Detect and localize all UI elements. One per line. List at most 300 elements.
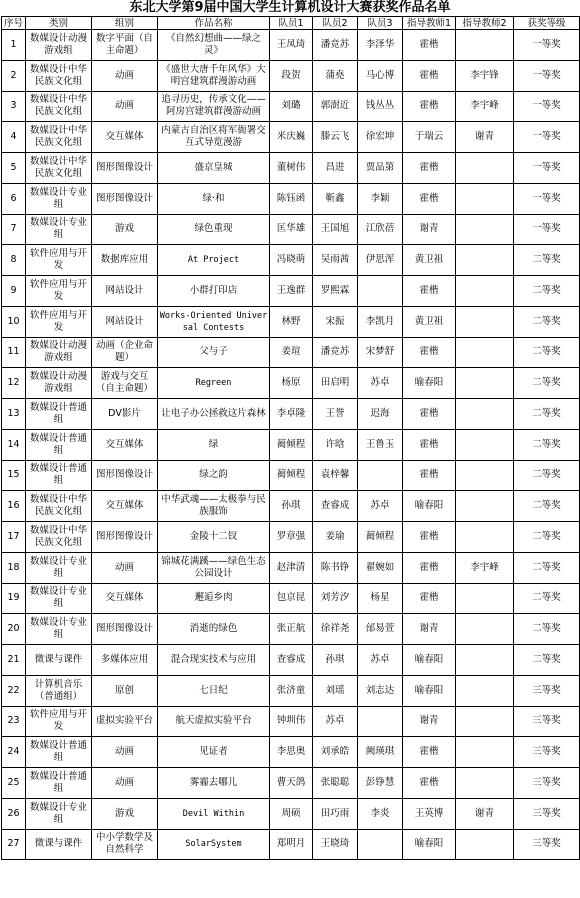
- cell-advisor1: 霍楷: [403, 737, 456, 768]
- cell-member2: 查睿成: [313, 491, 358, 522]
- cell-advisor2: [456, 675, 514, 706]
- cell-work-title: 金陵十二钗: [158, 522, 270, 553]
- cell-advisor1: 喻春阳: [403, 645, 456, 676]
- cell-member3: 江欣蓓: [358, 214, 403, 245]
- cell-category: 数媒设计专业组: [26, 552, 92, 583]
- cell-group: 交互媒体: [92, 122, 158, 153]
- cell-award: 二等奖: [514, 583, 580, 614]
- cell-advisor2: [456, 491, 514, 522]
- cell-advisor1: 喻春阳: [403, 491, 456, 522]
- table-row: [2, 552, 580, 583]
- table-row: [2, 368, 580, 399]
- cell-work-title: 七日纪: [158, 675, 270, 706]
- table-row: [2, 30, 580, 61]
- cell-category: 软件应用与开发: [26, 306, 92, 337]
- cell-work-title: 《自然幻想曲——绿之灵》: [158, 30, 270, 61]
- cell-member1: 蔺倾程: [270, 429, 313, 460]
- cell-group: 中小学数学及自然科学: [92, 829, 158, 860]
- cell-advisor1: 霍楷: [403, 522, 456, 553]
- cell-group: 网站设计: [92, 306, 158, 337]
- cell-member3: 邰易萱: [358, 614, 403, 645]
- table-row: [2, 737, 580, 768]
- cell-award: 一等奖: [514, 30, 580, 61]
- cell-advisor2: [456, 214, 514, 245]
- cell-advisor1: 霍楷: [403, 153, 456, 184]
- cell-advisor1: 霍楷: [403, 552, 456, 583]
- cell-group: 游戏与交互（自主命题）: [92, 368, 158, 399]
- cell-member3: 钱丛丛: [358, 91, 403, 122]
- cell-advisor2: [456, 399, 514, 430]
- cell-index: 24: [2, 737, 26, 768]
- cell-index: 5: [2, 153, 26, 184]
- cell-advisor1: 霍楷: [403, 399, 456, 430]
- cell-member2: 刘瑶: [313, 675, 358, 706]
- cell-member3: 迟海: [358, 399, 403, 430]
- cell-advisor1: 喻春阳: [403, 368, 456, 399]
- cell-category: 数媒设计动漫游戏组: [26, 337, 92, 368]
- cell-member3: 李颖: [358, 183, 403, 214]
- table-row: [2, 60, 580, 91]
- cell-advisor2: [456, 368, 514, 399]
- cell-work-title: 追寻历史，传承文化——阿房宫建筑群漫游动画: [158, 91, 270, 122]
- cell-work-title: 绿·和: [158, 183, 270, 214]
- cell-work-title: 航天虚拟实验平台: [158, 706, 270, 737]
- cell-index: 4: [2, 122, 26, 153]
- cell-category: 数媒设计普通组: [26, 429, 92, 460]
- table-row: [2, 337, 580, 368]
- cell-group: 交互媒体: [92, 491, 158, 522]
- cell-advisor1: 霍楷: [403, 337, 456, 368]
- cell-index: 3: [2, 91, 26, 122]
- cell-member2: 潘竞苏: [313, 30, 358, 61]
- cell-work-title: 《盛世大唐千年风华》大明宫建筑群漫游动画: [158, 60, 270, 91]
- cell-member1: 杨原: [270, 368, 313, 399]
- cell-award: 一等奖: [514, 183, 580, 214]
- cell-category: 数媒设计专业组: [26, 583, 92, 614]
- cell-work-title: 中华武魂——太极拳与民族服饰: [158, 491, 270, 522]
- cell-work-title: 邂逅乡肉: [158, 583, 270, 614]
- cell-member3: 翟婉如: [358, 552, 403, 583]
- cell-member1: 董树伟: [270, 153, 313, 184]
- header-advisor1: 指导教师1: [403, 17, 456, 30]
- table-row: [2, 706, 580, 737]
- cell-index: 21: [2, 645, 26, 676]
- cell-award: 一等奖: [514, 214, 580, 245]
- cell-member1: 曹天鸽: [270, 768, 313, 799]
- cell-category: 数媒设计中华民族文化组: [26, 91, 92, 122]
- cell-member1: 李卓隆: [270, 399, 313, 430]
- cell-group: 图形图像设计: [92, 460, 158, 491]
- cell-group: 游戏: [92, 214, 158, 245]
- cell-advisor2: 李宇锋: [456, 60, 514, 91]
- cell-member3: 贾品第: [358, 153, 403, 184]
- cell-category: 数媒设计普通组: [26, 460, 92, 491]
- header-category: 类别: [26, 17, 92, 30]
- header-work-title: 作品名称: [158, 17, 270, 30]
- cell-award: 二等奖: [514, 429, 580, 460]
- header-row: [2, 17, 580, 30]
- cell-award: 一等奖: [514, 122, 580, 153]
- cell-advisor2: [456, 30, 514, 61]
- cell-group: 动画: [92, 768, 158, 799]
- cell-group: DV影片: [92, 399, 158, 430]
- cell-member2: 王国旭: [313, 214, 358, 245]
- cell-advisor1: 谢青: [403, 214, 456, 245]
- table-row: [2, 829, 580, 860]
- cell-member2: 苏卓: [313, 706, 358, 737]
- table-row: [2, 276, 580, 307]
- cell-member1: 包京昆: [270, 583, 313, 614]
- cell-group: 交互媒体: [92, 429, 158, 460]
- cell-member3: 李炎: [358, 798, 403, 829]
- cell-index: 10: [2, 306, 26, 337]
- cell-member3: 阙瑛琪: [358, 737, 403, 768]
- cell-award: 二等奖: [514, 614, 580, 645]
- cell-member2: 刘芳汐: [313, 583, 358, 614]
- cell-award: 二等奖: [514, 337, 580, 368]
- cell-member2: 张聪聪: [313, 768, 358, 799]
- cell-advisor1: 霍楷: [403, 460, 456, 491]
- table-row: [2, 429, 580, 460]
- cell-member3: 苏卓: [358, 368, 403, 399]
- cell-index: 23: [2, 706, 26, 737]
- cell-member1: 李思奥: [270, 737, 313, 768]
- cell-member2: 田启明: [313, 368, 358, 399]
- cell-advisor2: [456, 306, 514, 337]
- header-award: 获奖等级: [514, 17, 580, 30]
- cell-index: 25: [2, 768, 26, 799]
- cell-category: 数媒设计动漫游戏组: [26, 30, 92, 61]
- cell-index: 14: [2, 429, 26, 460]
- cell-work-title: 消逝的绿色: [158, 614, 270, 645]
- cell-member1: 孙琪: [270, 491, 313, 522]
- cell-member2: 郭澍近: [313, 91, 358, 122]
- cell-index: 13: [2, 399, 26, 430]
- cell-award: 一等奖: [514, 153, 580, 184]
- cell-member1: 张正航: [270, 614, 313, 645]
- cell-member1: 陈钰函: [270, 183, 313, 214]
- cell-advisor2: [456, 829, 514, 860]
- cell-index: 11: [2, 337, 26, 368]
- cell-advisor1: 霍楷: [403, 60, 456, 91]
- cell-member1: 段贺: [270, 60, 313, 91]
- cell-award: 二等奖: [514, 460, 580, 491]
- cell-work-title: 绿之韵: [158, 460, 270, 491]
- cell-advisor1: 霍楷: [403, 768, 456, 799]
- cell-group: 多媒体应用: [92, 645, 158, 676]
- cell-member2: 昌进: [313, 153, 358, 184]
- cell-index: 8: [2, 245, 26, 276]
- cell-member1: 王逸群: [270, 276, 313, 307]
- cell-category: 数媒设计动漫游戏组: [26, 368, 92, 399]
- cell-group: 图形图像设计: [92, 153, 158, 184]
- cell-category: 微课与课件: [26, 829, 92, 860]
- cell-category: 数媒设计普通组: [26, 399, 92, 430]
- cell-advisor2: [456, 429, 514, 460]
- table-row: [2, 153, 580, 184]
- cell-advisor1: 于瑞云: [403, 122, 456, 153]
- cell-advisor1: 霍楷: [403, 30, 456, 61]
- cell-work-title: At Project: [158, 245, 270, 276]
- cell-index: 26: [2, 798, 26, 829]
- table-row: [2, 798, 580, 829]
- cell-advisor2: [456, 768, 514, 799]
- cell-group: 虚拟实验平台: [92, 706, 158, 737]
- cell-category: 数媒设计中华民族文化组: [26, 153, 92, 184]
- header-index: 序号: [2, 17, 26, 30]
- header-member2: 队员2: [313, 17, 358, 30]
- cell-award: 三等奖: [514, 675, 580, 706]
- cell-work-title: 让电子办公拯救这片森林: [158, 399, 270, 430]
- cell-category: 计算机音乐（普通组）: [26, 675, 92, 706]
- cell-advisor1: 霍楷: [403, 183, 456, 214]
- cell-award: 三等奖: [514, 706, 580, 737]
- cell-group: 动画: [92, 552, 158, 583]
- cell-advisor1: 王英博: [403, 798, 456, 829]
- cell-work-title: Regreen: [158, 368, 270, 399]
- cell-member1: 钟圳伟: [270, 706, 313, 737]
- cell-member3: 李泽华: [358, 30, 403, 61]
- cell-group: 原创: [92, 675, 158, 706]
- cell-member3: 宋梦舒: [358, 337, 403, 368]
- cell-work-title: 父与子: [158, 337, 270, 368]
- cell-member3: 蔺倾程: [358, 522, 403, 553]
- cell-group: 数据库应用: [92, 245, 158, 276]
- cell-member1: 查睿成: [270, 645, 313, 676]
- cell-member2: 蒲堯: [313, 60, 358, 91]
- cell-group: 图形图像设计: [92, 614, 158, 645]
- cell-advisor2: [456, 153, 514, 184]
- cell-advisor2: [456, 706, 514, 737]
- cell-category: 数媒设计中华民族文化组: [26, 522, 92, 553]
- cell-group: 动画: [92, 60, 158, 91]
- cell-member2: 潘竞苏: [313, 337, 358, 368]
- cell-index: 12: [2, 368, 26, 399]
- cell-advisor2: [456, 337, 514, 368]
- cell-group: 游戏: [92, 798, 158, 829]
- cell-member1: 米庆巍: [270, 122, 313, 153]
- cell-index: 20: [2, 614, 26, 645]
- cell-member3: [358, 706, 403, 737]
- cell-work-title: 小群打印店: [158, 276, 270, 307]
- cell-index: 1: [2, 30, 26, 61]
- cell-advisor2: [456, 460, 514, 491]
- cell-member3: 苏卓: [358, 491, 403, 522]
- cell-index: 6: [2, 183, 26, 214]
- cell-member3: [358, 276, 403, 307]
- table-row: [2, 122, 580, 153]
- cell-award: 三等奖: [514, 768, 580, 799]
- table-row: [2, 522, 580, 553]
- cell-member3: 杨星: [358, 583, 403, 614]
- cell-award: 二等奖: [514, 276, 580, 307]
- table-row: [2, 645, 580, 676]
- cell-work-title: 绿: [158, 429, 270, 460]
- cell-advisor2: [456, 737, 514, 768]
- table-row: [2, 614, 580, 645]
- header-advisor2: 指导教师2: [456, 17, 514, 30]
- cell-member2: 宋振: [313, 306, 358, 337]
- cell-advisor2: [456, 614, 514, 645]
- cell-member3: 李凯月: [358, 306, 403, 337]
- cell-award: 一等奖: [514, 60, 580, 91]
- table-row: [2, 460, 580, 491]
- table-row: [2, 491, 580, 522]
- cell-index: 7: [2, 214, 26, 245]
- cell-member2: 孙琪: [313, 645, 358, 676]
- cell-index: 17: [2, 522, 26, 553]
- cell-index: 2: [2, 60, 26, 91]
- cell-group: 动画: [92, 91, 158, 122]
- cell-group: 动画（企业命题）: [92, 337, 158, 368]
- cell-work-title: 锦城花满蹊——绿色生态公园设计: [158, 552, 270, 583]
- cell-advisor1: 黄卫祖: [403, 306, 456, 337]
- cell-member2: 靳鑫: [313, 183, 358, 214]
- cell-award: 二等奖: [514, 552, 580, 583]
- cell-member2: 陈书铮: [313, 552, 358, 583]
- cell-group: 交互媒体: [92, 583, 158, 614]
- cell-index: 9: [2, 276, 26, 307]
- cell-award: 二等奖: [514, 645, 580, 676]
- cell-category: 数媒设计中华民族文化组: [26, 491, 92, 522]
- cell-category: 软件应用与开发: [26, 245, 92, 276]
- cell-index: 19: [2, 583, 26, 614]
- cell-advisor2: [456, 276, 514, 307]
- cell-advisor1: 喻春阳: [403, 829, 456, 860]
- cell-member3: [358, 829, 403, 860]
- cell-award: 三等奖: [514, 829, 580, 860]
- cell-member1: 蔺倾程: [270, 460, 313, 491]
- cell-group: 图形图像设计: [92, 183, 158, 214]
- cell-member1: 匡华雄: [270, 214, 313, 245]
- cell-member1: 罗章强: [270, 522, 313, 553]
- cell-work-title: 雾霾去哪儿: [158, 768, 270, 799]
- cell-award: 二等奖: [514, 522, 580, 553]
- cell-member1: 王凤琦: [270, 30, 313, 61]
- cell-member3: 马心博: [358, 60, 403, 91]
- cell-work-title: 内蒙古自治区将军衙署交互式导览漫游: [158, 122, 270, 153]
- cell-advisor1: 喻春阳: [403, 675, 456, 706]
- table-row: [2, 214, 580, 245]
- cell-member3: 徐宏坤: [358, 122, 403, 153]
- cell-work-title: 混合现实技术与应用: [158, 645, 270, 676]
- cell-index: 18: [2, 552, 26, 583]
- cell-member3: 刘志达: [358, 675, 403, 706]
- awards-table: [1, 16, 580, 860]
- cell-advisor2: 谢青: [456, 798, 514, 829]
- cell-member3: 王鲁玉: [358, 429, 403, 460]
- cell-advisor2: 李宇峰: [456, 552, 514, 583]
- cell-award: 二等奖: [514, 306, 580, 337]
- table-row: [2, 245, 580, 276]
- cell-advisor1: 谢青: [403, 614, 456, 645]
- cell-member2: 吴雨茜: [313, 245, 358, 276]
- cell-category: 数媒设计中华民族文化组: [26, 122, 92, 153]
- cell-member2: 刘承皓: [313, 737, 358, 768]
- cell-award: 二等奖: [514, 491, 580, 522]
- cell-index: 15: [2, 460, 26, 491]
- cell-advisor2: [456, 583, 514, 614]
- cell-member1: 赵津清: [270, 552, 313, 583]
- cell-member1: 林野: [270, 306, 313, 337]
- table-row: [2, 583, 580, 614]
- cell-index: 27: [2, 829, 26, 860]
- cell-advisor1: 霍楷: [403, 91, 456, 122]
- table-row: [2, 183, 580, 214]
- cell-member2: 许晗: [313, 429, 358, 460]
- cell-advisor1: 霍楷: [403, 276, 456, 307]
- cell-member1: 郑明月: [270, 829, 313, 860]
- cell-award: 三等奖: [514, 798, 580, 829]
- cell-work-title: Devil Within: [158, 798, 270, 829]
- cell-category: 软件应用与开发: [26, 276, 92, 307]
- cell-category: 数媒设计专业组: [26, 183, 92, 214]
- cell-advisor1: 谢青: [403, 706, 456, 737]
- cell-group: 数字平面（自主命题）: [92, 30, 158, 61]
- cell-award: 一等奖: [514, 91, 580, 122]
- cell-category: 数媒设计普通组: [26, 737, 92, 768]
- cell-work-title: Works-Oriented Universal Contests: [158, 306, 270, 337]
- cell-work-title: 见证者: [158, 737, 270, 768]
- cell-member2: 王晓琦: [313, 829, 358, 860]
- cell-advisor1: 黄卫祖: [403, 245, 456, 276]
- cell-member1: 张济童: [270, 675, 313, 706]
- cell-work-title: 盛京皇城: [158, 153, 270, 184]
- cell-member2: 滕云飞: [313, 122, 358, 153]
- header-group: 组别: [92, 17, 158, 30]
- cell-advisor1: 霍楷: [403, 429, 456, 460]
- cell-member3: 苏卓: [358, 645, 403, 676]
- cell-category: 数媒设计专业组: [26, 214, 92, 245]
- cell-category: 数媒设计中华民族文化组: [26, 60, 92, 91]
- cell-member2: 姜瑜: [313, 522, 358, 553]
- cell-member2: 袁梓馨: [313, 460, 358, 491]
- cell-index: 16: [2, 491, 26, 522]
- page-title: 东北大学第9届中国大学生计算机设计大赛获奖作品名单: [129, 0, 451, 15]
- cell-index: 22: [2, 675, 26, 706]
- cell-award: 三等奖: [514, 737, 580, 768]
- table-row: [2, 306, 580, 337]
- cell-category: 数媒设计专业组: [26, 798, 92, 829]
- header-member3: 队员3: [358, 17, 403, 30]
- cell-category: 软件应用与开发: [26, 706, 92, 737]
- table-body: [2, 30, 580, 860]
- cell-advisor2: [456, 245, 514, 276]
- table-row: [2, 399, 580, 430]
- cell-category: 数媒设计普通组: [26, 768, 92, 799]
- cell-award: 二等奖: [514, 245, 580, 276]
- cell-member3: 彭铮慧: [358, 768, 403, 799]
- cell-group: 图形图像设计: [92, 522, 158, 553]
- table-row: [2, 91, 580, 122]
- cell-member1: 冯晓萌: [270, 245, 313, 276]
- cell-group: 动画: [92, 737, 158, 768]
- cell-advisor2: 李宇峰: [456, 91, 514, 122]
- cell-award: 二等奖: [514, 399, 580, 430]
- cell-member2: 王誉: [313, 399, 358, 430]
- cell-member1: 姜瑄: [270, 337, 313, 368]
- cell-group: 网站设计: [92, 276, 158, 307]
- cell-advisor2: [456, 183, 514, 214]
- cell-advisor2: [456, 645, 514, 676]
- cell-category: 微课与课件: [26, 645, 92, 676]
- table-row: [2, 768, 580, 799]
- cell-member3: [358, 460, 403, 491]
- header-member1: 队员1: [270, 17, 313, 30]
- cell-member3: 伊思浑: [358, 245, 403, 276]
- cell-award: 二等奖: [514, 368, 580, 399]
- cell-member2: 徐祥尧: [313, 614, 358, 645]
